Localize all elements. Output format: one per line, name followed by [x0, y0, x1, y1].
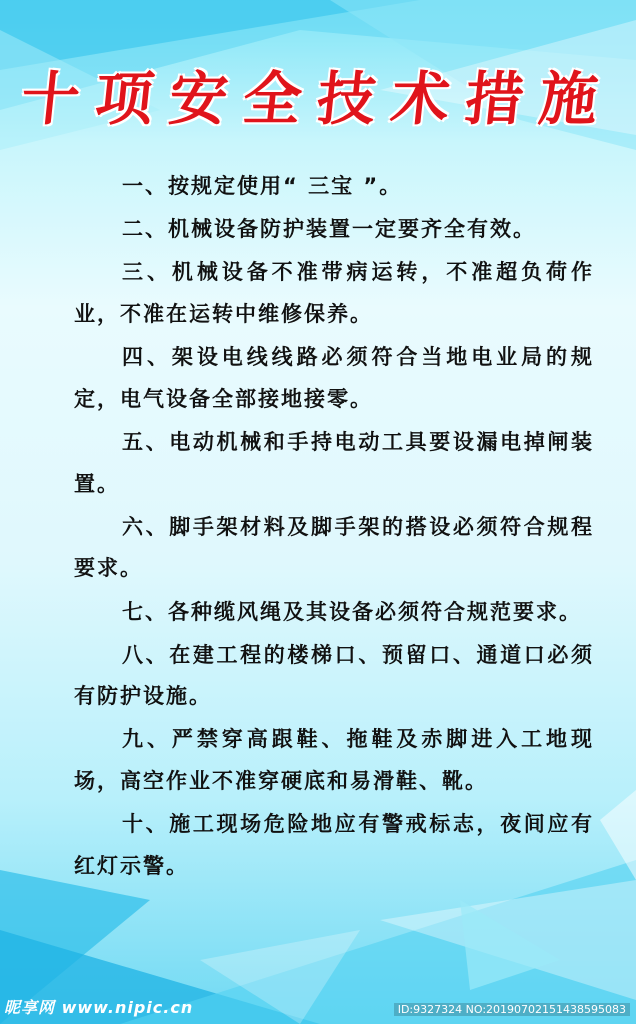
- safety-measures-list: [74, 166, 594, 889]
- list-item: 五、电动机械和手持电动工具要设漏电掉闸装置。: [74, 429, 594, 496]
- site-watermark: 昵享网 www.nipic.cn: [4, 998, 194, 1017]
- list-item: 七、各种缆风绳及其设备必须符合规范要求。: [122, 599, 582, 624]
- list-item: 一、按规定使用“ 三宝 ”。: [122, 174, 403, 198]
- list-item: 三、机械设备不准带病运转，不准超负荷作业，不准在运转中维修保养。: [74, 260, 594, 326]
- list-item: 八、在建工程的楼梯口、预留口、通道口必须有防护设施。: [74, 642, 594, 709]
- page-title: 十项安全技术措施: [17, 65, 618, 133]
- image-id-watermark: ID:9327324 NO:20190702151438595083: [394, 1003, 630, 1016]
- list-item: 十、施工现场危险地应有警戒标志，夜间应有红灯示警。: [74, 812, 594, 878]
- list-item: 二、机械设备防护装置一定要齐全有效。: [122, 217, 536, 242]
- list-item: 四、架设电线线路必须符合当地电业局的规定，电气设备全部接地接零。: [74, 345, 594, 411]
- list-item: 六、脚手架材料及脚手架的搭设必须符合规程要求。: [74, 514, 594, 581]
- list-item: 九、严禁穿高跟鞋、拖鞋及赤脚进入工地现场，高空作业不准穿硬底和易滑鞋、靴。: [74, 727, 594, 794]
